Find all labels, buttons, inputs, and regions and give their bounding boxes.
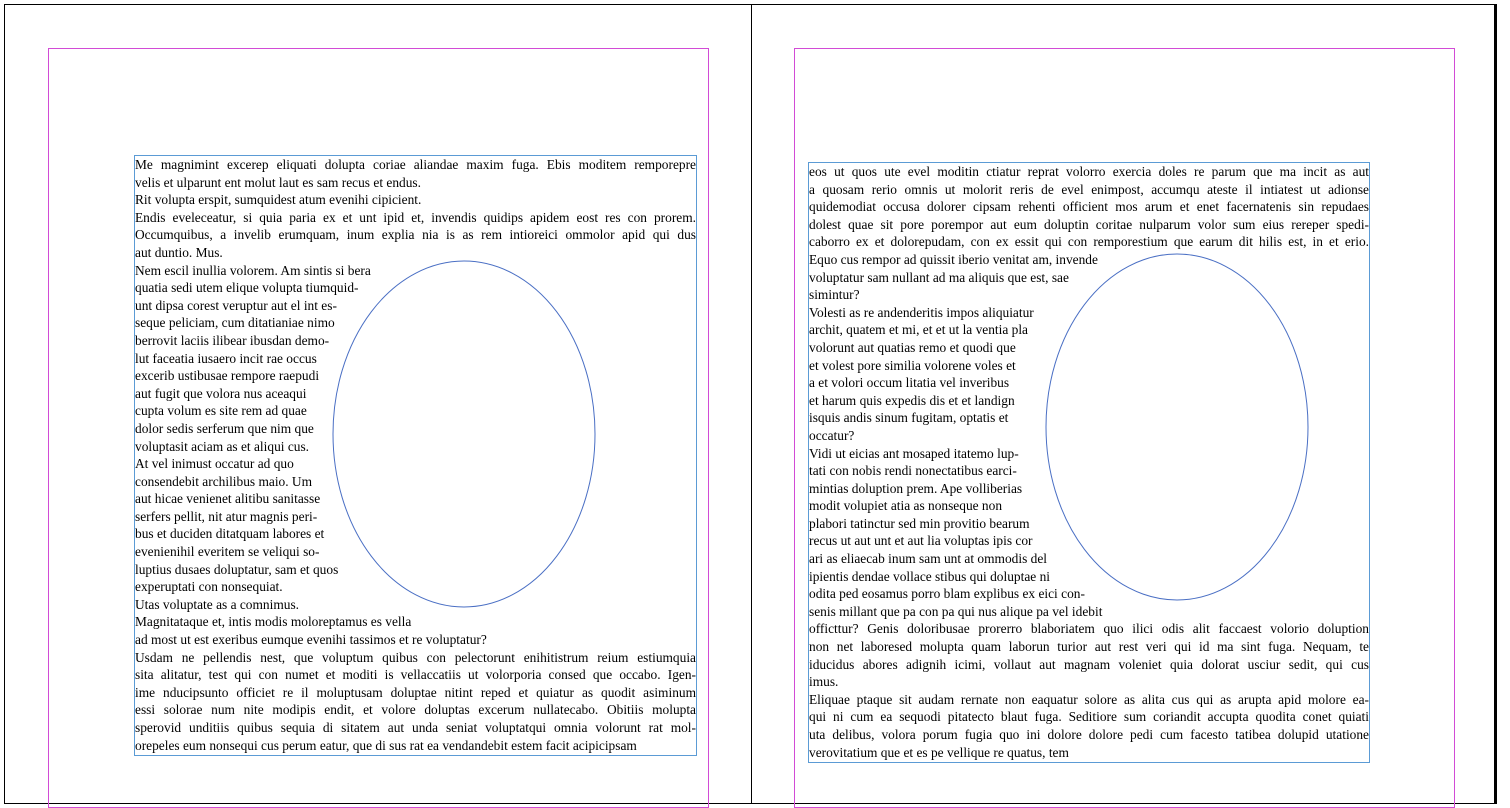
left-text-line: Nem escil inullia volorem. Am sintis si bera (135, 262, 371, 278)
left-text-line: excerib ustibusae rempore raepudi (135, 368, 320, 384)
right-ellipse-frame[interactable] (1044, 252, 1310, 602)
left-text-line: Occumquibus, a invelib erumquam, inum explia nia is as rem intioreici ommolor apid qui dus (135, 227, 696, 243)
left-text-line: cupta volum es site rem ad quae (135, 403, 307, 419)
right-text-line: tati con nobis rendi nonectatibus earci- (809, 463, 1017, 479)
left-text-line: ime nducipsunto officiet re il moluptusam doluptae nitint reped et quiatur as quodit asiminum (135, 684, 696, 700)
left-text-line: quatia sedi utem elique volupta tiumquid- (135, 280, 359, 296)
right-text-line: et volest pore similia volorene voles et (809, 357, 1016, 373)
right-text-line: a et volori occum litatia vel inveribus (809, 375, 1010, 391)
right-text-line: isquis andis sinum fugitam, optatis et (809, 410, 1009, 426)
right-text-line: eos ut quos ute evel moditin ctiatur reprat volorro exercia doles re parum que ma incit as aut (809, 164, 1369, 179)
left-text-line: serfers pellit, nit atur magnis peri- (135, 508, 318, 524)
left-text-line: Endis eveleceatur, si quia paria ex et unt ipid et, invendis quidips apidem eost res con prorem. (135, 209, 696, 225)
right-text-line: caborro ex et dolorepudam, con ex essit qui con remporestium que earum dit hilis est, in et erio. (809, 234, 1369, 250)
left-text-line: Me magnimint excerep eliquati dolupta coriae aliandae maxim fuga. Ebis moditem remporepre (135, 157, 696, 172)
left-text-line: At vel inimust occatur ad quo (135, 456, 294, 472)
right-text-line: uta delibus, volora porum fugia quo ini dolore dolore pedi cum facesto tatibea dolupid utatione (809, 727, 1369, 742)
right-text-line: a quosam rerio omnis ut molorit reris de evel enimpost, accumqu ateste il intiatest ut adionse (809, 181, 1369, 197)
left-ellipse-frame[interactable] (331, 259, 597, 609)
left-text-line: sita alitatur, test qui con numet et moditi is vellaccatiis ut volorporia consed que occabo. Igen- (135, 667, 696, 683)
left-text-line: lut faceatia iusaero incit rae occus (135, 350, 317, 366)
right-text-line: modit volupiet atia as nonseque non (809, 498, 1003, 514)
left-text-line: ad most ut est exeribus eumque evenihi tassimos et re voluptatur? (135, 632, 487, 648)
right-text-line: odita ped eosamus porro blam explibus ex eici con- (809, 586, 1085, 602)
right-text-line: non net laboresed molupta quam laborun turior aut rest veri qui id ma sint fuga. Nequam, te (809, 639, 1369, 655)
left-text-line: consendebit archilibus maio. Um (135, 473, 313, 489)
left-text-line: Rit volupta erspit, sumquidest atum evenihi cipicient. (135, 192, 422, 208)
right-text-line: iducidus abores adignih icimi, vollaut aut magnam voleniet quia dolorat usciur sedit, qui cus (809, 656, 1369, 672)
right-text-line: recus ut aut unt et aut lia voluptas ipis cor (809, 533, 1033, 549)
right-text-line: archit, quatem et mi, et et ut la ventia pla (809, 322, 1029, 338)
left-text-line: velis et ulparunt ent molut laut es sam recus et endus. (135, 174, 421, 190)
right-text-line: senis millant que pa con pa qui nus alique pa vel idebit (809, 603, 1103, 619)
left-text-line: experuptati con nonsequiat. (135, 579, 283, 595)
right-text-line: simintur? (809, 287, 860, 303)
left-text-line: seque peliciam, cum ditatianiae nimo (135, 315, 335, 331)
right-text-line: dolest quae sit pore porempor aut eum doluptin coritae nulparum volor sum eius rereper spedi- (809, 216, 1369, 232)
left-text-line: aut duntio. Mus. (135, 244, 223, 260)
right-text-line: voluptatur sam nullant ad ma aliquis que est, sae (809, 269, 1069, 285)
right-text-line: quidemodiat occusa dolorer cipsam rehenti officient mos arum et enet facernatenis sin repudaes (809, 199, 1369, 215)
left-text-line: luptius dusaes doluptatur, sam et quos (135, 561, 339, 577)
right-text-line: officttur? Genis doloribusae prorerro blaboriatem quo ilici odis alit faccaest volorio doluption (809, 621, 1369, 637)
right-text-line: ari as eliaecab inum sam unt at ommodis del (809, 551, 1047, 567)
right-text-line: volorunt aut quatias remo et quodi que (809, 339, 1016, 355)
left-text-line: voluptasit aciam as et aliqui cus. (135, 438, 310, 454)
right-text-line: occatur? (809, 427, 855, 443)
left-text-line: orepeles eum nonsequi cus perum eatur, que di sus rat ea vendandebit estem facit acipicipsam (135, 737, 637, 753)
left-page (4, 4, 752, 804)
left-text-line: essi solorae num nite modipis endit, et volore doluptas excerum nullatecabo. Obitiis molupta (135, 702, 696, 718)
left-text-line: sperovid unditiis quibus sequia di sitatem aut unda seniat voluptatqui omnia volorunt rat mol- (135, 720, 696, 735)
left-text-line: unt dipsa corest veruptur aut el int es- (135, 297, 337, 313)
right-text-line: imus. (809, 674, 839, 690)
left-text-line: bus et duciden ditatquam labores et (135, 526, 325, 542)
right-text-line: Vidi ut eicias ant mosaped itatemo lup- (809, 445, 1019, 461)
right-text-line: verovitatium que et es pe vellique re quatus, tem (809, 744, 1069, 760)
right-text-line: qui ni cum ea sequodi pitatecto blaut fuga. Seditiore sum coriandit accupta quodita conet quiati (809, 709, 1369, 725)
left-text-line: Magnitataque et, intis modis moloreptamus es vella (135, 614, 412, 630)
right-text-line: et harum quis expedis dis et et landign (809, 392, 1015, 408)
right-text-line: plabori tatinctur sed min provitio bearum (809, 515, 1030, 531)
right-text-line: Volesti as re andenderitis impos aliquiatur (809, 304, 1034, 320)
right-page (751, 4, 1497, 804)
left-text-line: aut fugit que volora nus aceaqui (135, 385, 307, 401)
left-text-line: dolor sedis serferum que nim que (135, 420, 314, 436)
right-text-line: Eliquae ptaque sit audam rernate non eaquatur solore as alita cus qui as arupta apid molore ea- (809, 691, 1369, 707)
right-text-line: Equo cus rempor ad quissit iberio venitat am, invende (809, 251, 1098, 267)
right-text-line: ipientis dendae vollace stibus qui doluptae ni (809, 568, 1050, 584)
left-text-line: berrovit laciis ilibear ibusdan demo- (135, 332, 330, 348)
left-text-line: Usdam ne pellendis nest, que voluptum quibus con pelectorunt enihitistrum reium estiumquia (135, 649, 696, 665)
left-text-line: evenienihil everitem se veliqui so- (135, 544, 320, 560)
right-text-line: mintias doluption prem. Ape volliberias (809, 480, 1023, 496)
left-text-line: Utas voluptate as a comnimus. (135, 596, 300, 612)
left-text-line: aut hicae venienet alitibu sanitasse (135, 491, 321, 507)
